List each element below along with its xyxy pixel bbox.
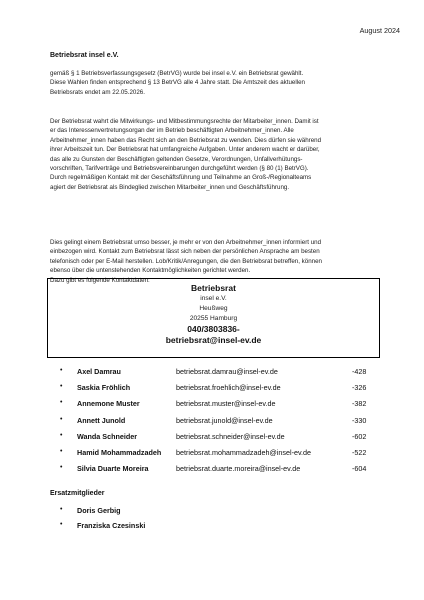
member-email: betriebsrat.junold@insel-ev.de — [176, 415, 273, 425]
substitutes-heading: Ersatzmitglieder — [50, 490, 105, 497]
member-name: Axel Damrau — [77, 367, 121, 376]
list-item — [60, 448, 380, 464]
member-name: Annemone Muster — [77, 399, 140, 409]
member-email: betriebsrat.damrau@insel-ev.de — [176, 367, 278, 376]
list-item — [60, 383, 380, 399]
contact-title: Betriebsrat — [191, 283, 236, 293]
paragraph-line: gemäß § 1 Betriebsverfassungsgesetz (BetrVG) wurde bei insel e.V. ein Betriebsrat gewählt. — [50, 70, 304, 77]
substitute-name: Doris Gerbig — [77, 506, 121, 515]
paragraph-line: einbezogen wird. Kontakt zum Betriebsrat lässt sich neben der persönlichen Ansprache am besten — [50, 248, 320, 256]
paragraph-line: Betriebsrats endet am 22.05.2026. — [50, 88, 145, 96]
bullet-icon: • — [60, 383, 63, 391]
member-name: Wanda Schneider — [77, 431, 138, 441]
member-email: betriebsrat.froehlich@insel-ev.de — [176, 383, 281, 393]
substitute-name: Franziska Czesinski — [77, 520, 146, 530]
member-extension: -326 — [352, 383, 367, 393]
paragraph-line: das alle zu Gunsten der Beschäftigten geltenden Gesetze, Verordnungen, Unfallverhütungs- — [50, 155, 303, 163]
contact-box — [47, 278, 380, 358]
member-email: betriebsrat.muster@insel-ev.de — [176, 399, 276, 409]
contact-org: insel e.V. — [200, 295, 227, 302]
bullet-icon: • — [60, 520, 63, 528]
member-extension: -428 — [352, 367, 367, 376]
contact-street: Heußweg — [199, 305, 228, 312]
paragraph-line: ebenso über die untenstehenden Kontaktmöglichkeiten gerichtet werden. — [50, 267, 251, 275]
member-name: Silvia Duarte Moreira — [77, 464, 149, 474]
paragraph-line: vorschriften, Tarifverträge und Betriebsvereinbarungen durchgeführt werden (§ 80 (1) BetrVG). — [50, 165, 309, 173]
member-extension: -602 — [352, 431, 367, 441]
list-item — [60, 367, 380, 383]
bullet-icon: • — [60, 399, 63, 407]
bullet-icon: • — [60, 431, 63, 439]
member-extension: -522 — [352, 447, 367, 457]
paragraph-line: Dies gelingt einem Betriebsrat umso besser, je mehr er von den Arbeitnehmer_innen informiert und — [50, 239, 322, 246]
list-item — [60, 399, 380, 415]
bullet-icon: • — [60, 464, 63, 472]
paragraph-line: Durch regelmäßigen Kontakt mit der Geschäftsführung und Teilnahme an Groß-/Regionalteams — [50, 174, 312, 182]
paragraph-line: Arbeitnehmer_innen haben das Recht sich an den Betriebsrat zu wenden. Dies dürfen sie während — [50, 136, 322, 144]
document-date: August 2024 — [359, 26, 400, 35]
member-list — [60, 367, 380, 480]
member-extension: -382 — [352, 399, 367, 409]
bullet-icon: • — [60, 367, 63, 374]
list-item — [60, 432, 380, 448]
bullet-icon: • — [60, 415, 63, 423]
paragraph-line: ihrer Arbeitszeit tun. Der Betriebsrat hat umfangreiche Aufgaben. Unter anderem wacht er darüber, — [50, 146, 320, 154]
member-email: betriebsrat.duarte.moreira@insel-ev.de — [176, 464, 301, 474]
bullet-icon: • — [60, 506, 63, 513]
paragraph-duties — [50, 117, 380, 192]
member-email: betriebsrat.mohammadzadeh@insel-ev.de — [176, 447, 312, 457]
member-name: Annett Junold — [77, 415, 126, 425]
bullet-icon: • — [60, 447, 63, 455]
member-name: Hamid Mohammadzadeh — [77, 447, 162, 457]
member-extension: -330 — [352, 415, 367, 425]
list-item — [60, 464, 380, 480]
paragraph-line: telefonisch oder per E-Mail herstellen. Lob/Kritik/Anregungen, die den Betriebsrat betreffen, können — [50, 257, 322, 265]
contact-phone: 040/3803836- — [187, 324, 240, 334]
member-name: Saskia Fröhlich — [77, 383, 131, 393]
contact-city: 20255 Hamburg — [189, 315, 238, 322]
organization-title: Betriebsrat insel e.V. — [50, 52, 119, 59]
paragraph-line: Diese Wahlen finden entsprechend § 13 BetrVG alle 4 Jahre statt. Die Amtszeit des aktuellen — [50, 79, 305, 87]
paragraph-election — [50, 69, 380, 97]
list-item — [60, 416, 380, 432]
paragraph-line: Dazu gibt es folgende Kontaktdaten: — [50, 276, 150, 284]
paragraph-line: Der Betriebsrat wahrt die Mitwirkungs- und Mitbestimmungsrechte der Mitarbeiter_innen. Damit ist — [50, 118, 319, 125]
paragraph-line: er das Interessenvertretungsorgan der im Betrieb beschäftigten Arbeitnehmer_innen. Alle — [50, 127, 294, 135]
contact-email: betriebsrat@insel-ev.de — [165, 335, 262, 345]
member-email: betriebsrat.schneider@insel-ev.de — [176, 431, 285, 441]
member-extension: -604 — [352, 464, 367, 474]
paragraph-line: agiert der Betriebsrat als Bindeglied zwischen Mitarbeiter_innen und Geschäftsführung. — [50, 183, 290, 191]
